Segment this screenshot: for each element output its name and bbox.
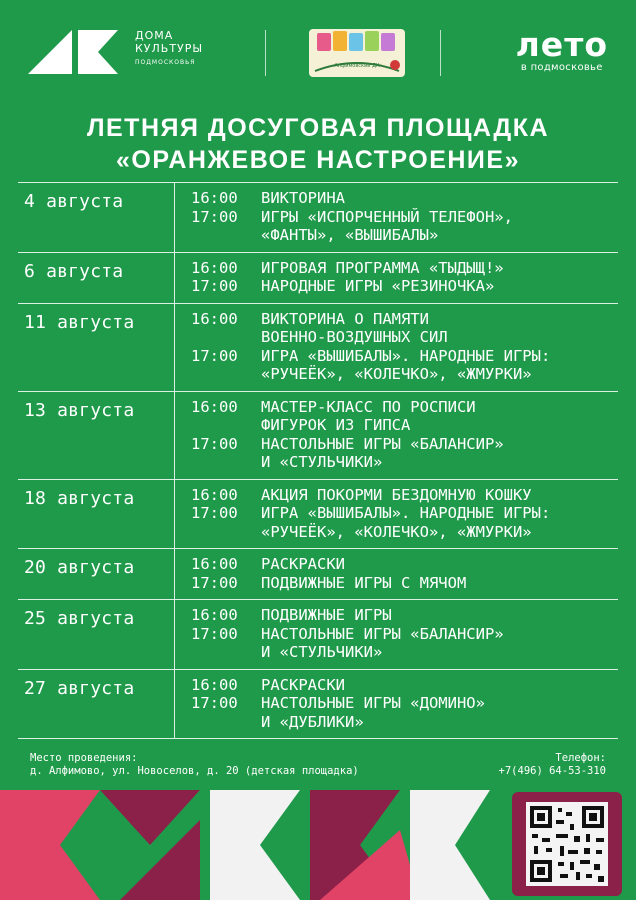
event-description: ИГРА «ВЫШИБАЛЫ». НАРОДНЫЕ ИГРЫ: «РУЧЕЁК», «КОЛЕЧКО», «ЖМУРКИ» [261,504,551,541]
alfimovo-dk-logo-icon [303,27,411,79]
schedule-row [18,669,618,740]
schedule-date: 11 августа [24,311,135,333]
schedule-events [174,183,618,252]
title-line1: ЛЕТНЯЯ ДОСУГОВАЯ ПЛОЩАДКА [86,114,550,142]
event-item [191,259,618,278]
event-item [191,189,618,208]
schedule-events [174,253,618,303]
event-item [191,486,618,505]
event-description: НАСТОЛЬНЫЕ ИГРЫ «БАЛАНСИР» И «СТУЛЬЧИКИ» [261,434,504,471]
event-time: 17:00 [191,207,238,226]
schedule-row [18,252,618,303]
event-time: 16:00 [191,309,238,328]
event-item [191,347,618,384]
schedule-events [174,392,618,479]
schedule-row [18,303,618,391]
event-time: 16:00 [191,606,238,624]
event-description: ИГРОВАЯ ПРОГРАММА «ТЫДЫЩ!» [261,258,504,277]
schedule-events [174,549,618,599]
schedule-row [18,548,618,599]
event-item [191,435,618,472]
org-name-line3: ПОДМОСКОВЬЯ [135,59,196,66]
event-item [191,310,618,347]
event-description: МАСТЕР-КЛАСС ПО РОСПИСИ ФИГУРОК ИЗ ГИПСА [261,397,476,434]
phone-info [499,752,606,778]
page-title [0,112,636,176]
event-time: 16:00 [191,258,238,277]
leto-subtitle: в подмосковье [520,62,603,73]
event-item [191,208,618,245]
schedule-date: 25 августа [24,608,135,629]
schedule-date: 4 августа [24,191,124,212]
center-logo [303,27,411,79]
schedule-date: 18 августа [24,487,135,509]
venue-info [30,752,359,778]
event-time: 17:00 [191,624,238,643]
schedule-row [18,479,618,549]
schedule-date: 6 августа [24,260,124,282]
schedule-row [18,391,618,479]
leto-title: лето [515,25,608,64]
phone-number: +7(496) 64-53-310 [498,765,606,777]
schedule-date: 27 августа [24,677,135,699]
schedule-events [174,600,618,669]
header-divider [265,30,266,76]
schedule-table [18,182,618,739]
leto-logo [515,25,608,73]
event-description: ИГРА «ВЫШИБАЛЫ». НАРОДНЫЕ ИГРЫ: «РУЧЕЁК», «КОЛЕЧКО», «ЖМУРКИ» [261,346,551,383]
event-time: 16:00 [191,397,238,416]
event-item [191,676,618,695]
schedule-events [174,670,618,739]
schedule-row [18,182,618,252]
org-name-line2: КУЛЬТУРЫ [135,42,204,55]
event-item [191,555,618,574]
event-description: ВИКТОРИНА О ПАМЯТИ ВОЕННО-ВОЗДУШНЫХ СИЛ [261,309,448,346]
event-description: ПОДВИЖНЫЕ ИГРЫ С МЯЧОМ [261,573,467,592]
schedule-date: 20 августа [24,557,135,578]
event-time: 17:00 [191,434,238,453]
event-item [191,606,618,625]
event-description: АКЦИЯ ПОКОРМИ БЕЗДОМНУЮ КОШКУ [261,485,532,504]
event-description: ИГРЫ «ИСПОРЧЕННЫЙ ТЕЛЕФОН», «ФАНТЫ», «ВЫШИБАЛЫ» [261,207,513,244]
qr-code-icon [526,802,608,886]
houses-of-culture-logo-icon [28,30,118,74]
event-time: 16:00 [191,555,238,573]
event-time: 17:00 [191,694,238,712]
venue-label: Место проведения: [30,752,138,764]
header [0,0,636,100]
phone-label: Телефон: [555,752,606,764]
event-item [191,277,618,296]
event-item [191,398,618,435]
event-description: НАСТОЛЬНЫЕ ИГРЫ «ДОМИНО» И «ДУБЛИКИ» [261,694,485,731]
title-line2: «ОРАНЖЕВОЕ НАСТРОЕНИЕ» [116,146,520,174]
event-item [191,504,618,541]
event-description: ВИКТОРИНА [261,189,345,207]
venue-address: д. Алфимово, ул. Новоселов, д. 20 (детская площадка) [30,765,359,777]
event-description: НАРОДНЫЕ ИГРЫ «РЕЗИНОЧКА» [261,277,495,295]
org-name-line1: ДОМА [135,29,174,42]
event-description: РАСКРАСКИ [261,555,345,573]
event-item [191,625,618,662]
event-item [191,574,618,593]
schedule-events [174,480,618,549]
event-time: 16:00 [191,675,238,694]
schedule-date: 13 августа [24,399,135,421]
qr-code[interactable] [512,792,622,896]
event-item [191,694,618,731]
schedule-events [174,304,618,391]
event-time: 16:00 [191,485,238,504]
event-time: 17:00 [191,504,238,522]
org-logo-text [135,30,203,66]
schedule-row [18,599,618,669]
event-description: НАСТОЛЬНЫЕ ИГРЫ «БАЛАНСИР» И «СТУЛЬЧИКИ» [261,624,504,661]
center-logo-caption: Алфимовский ДК [334,63,380,69]
event-time: 17:00 [191,346,238,365]
event-time: 17:00 [191,277,238,295]
event-time: 17:00 [191,573,238,592]
event-time: 16:00 [191,189,238,207]
event-description: ПОДВИЖНЫЕ ИГРЫ [261,606,392,624]
header-divider [440,30,441,76]
event-description: РАСКРАСКИ [261,675,345,694]
